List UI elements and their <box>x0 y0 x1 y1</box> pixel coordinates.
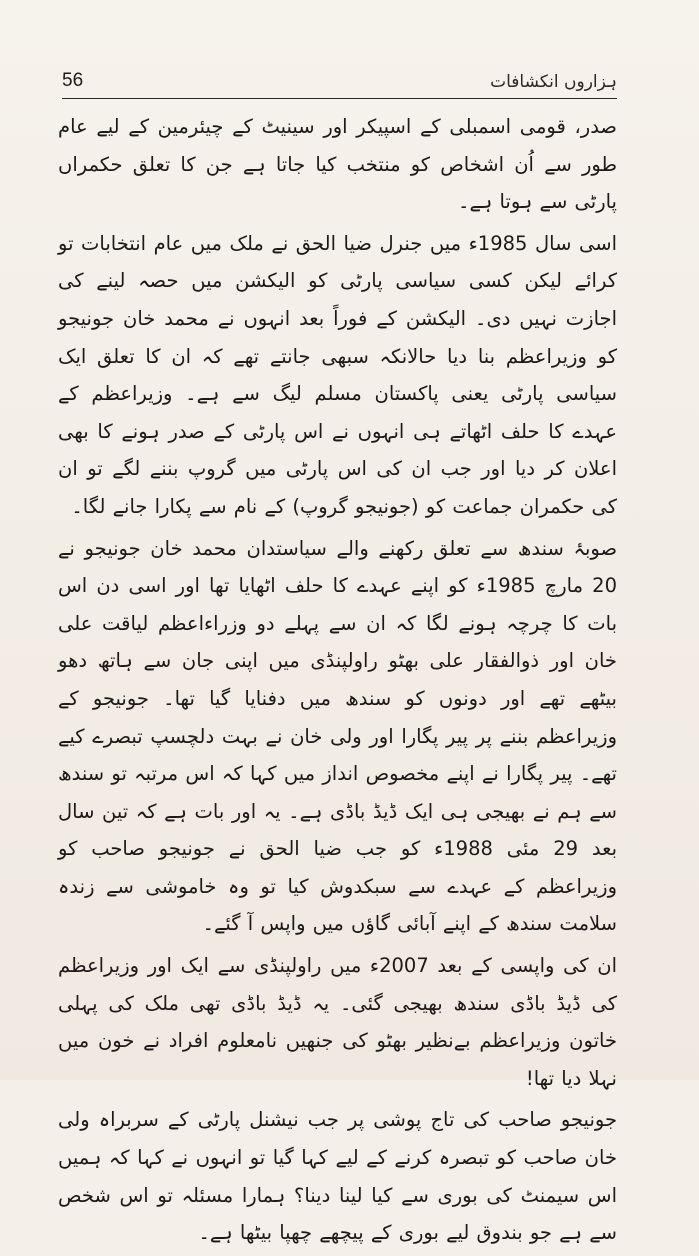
page-header <box>62 58 617 99</box>
book-title: ہزاروں انکشافات <box>490 72 617 92</box>
paragraph: ان کی واپسی کے بعد 2007ء میں راولپنڈی سے ایک اور وزیراعظم کی ڈیڈ باڈی سندھ بھیجی گئی۔ یہ ڈیڈ باڈی تھی ملک کی پہلی خاتون وزیراعظم بےنظیر بھٹو کی جنھیں نامعلوم افراد نے خون میں نہلا دیا تھا! <box>58 954 617 1090</box>
paragraph: صوبۂ سندھ سے تعلق رکھنے والے سیاستدان محمد خان جونیجو نے 20 مارچ 1985ء کو اپنے عہدے کا حلف اٹھایا تھا اور اسی دن اس بات کا چرچہ ہونے لگا کہ ان سے پہلے دو وزراءاعظم لیاقت علی خان اور ذوالفقار علی بھٹو راولپنڈی میں اپنی جان سے ہاتھ دھو بیٹھے تھے اور دونوں کو سندھ میں دفنایا گیا تھا۔ جونیجو کے وزیراعظم بننے پر پیر پگارا اور ولی خان نے بہت دلچسپ تبصرے کیے تھے۔ پیر پگارا نے اپنے مخصوص انداز میں کہا کہ اس مرتبہ تو سندھ سے ہم نے بھیجی ہی ایک ڈیڈ باڈی ہے۔ یہ اور بات ہے کہ تین سال بعد 29 مئی 1988ء کو جب ضیا الحق نے جونیجو صاحب کو وزیراعظم کے عہدے سے سبکدوش کیا تو وہ خاموشی سے زندہ سلامت سندھ کے اپنے آبائی گاؤں میں واپس آ گئے۔ <box>58 536 617 936</box>
paragraph: صدر، قومی اسمبلی کے اسپیکر اور سینیٹ کے چیئرمین کے لیے عام طور سے اُن اشخاص کو منتخب کیا جاتا ہے جن کا تعلق حکمراں پارٹی سے ہوتا ہے۔ <box>58 115 617 214</box>
paragraph: اسی سال 1985ء میں جنرل ضیا الحق نے ملک میں عام انتخابات تو کرائے لیکن کسی سیاسی پارٹی کو الیکشن میں حصہ لینے کی اجازت نہیں دی۔ الیکشن کے فوراً بعد انہوں نے محمد خان جونیجو کو وزیراعظم بنا دیا حالانکہ سبھی جانتے تھے کہ ان کا تعلق ایک سیاسی پارٹی یعنی پاکستان مسلم لیگ سے ہے۔ وزیراعظم کے عہدے کا حلف اٹھاتے ہی انہوں نے اس پارٹی کے صدر ہونے کا بھی اعلان کر دیا اور جب ان کی اس پارٹی میں گروپ بننے لگے تو ان کی حکمران جماعت کو (جونیجو گروپ) کے نام سے پکارا جانے لگا۔ <box>58 231 617 518</box>
paragraph: جونیجو صاحب کی تاج پوشی پر جب نیشنل پارٹی کے سربراہ ولی خان صاحب کو تبصرہ کرنے کے لیے کہا گیا تو انہوں نے کہا کہ ہمیں اس سیمنٹ کی بوری سے کیا لینا دینا؟ ہمارا مسئلہ تو اس شخص سے ہے جو بندوق لیے بوری کے پیچھے چھپا بیٹھا ہے۔ <box>58 1108 617 1245</box>
page-number: 56 <box>62 70 84 91</box>
page-body <box>58 108 617 1256</box>
